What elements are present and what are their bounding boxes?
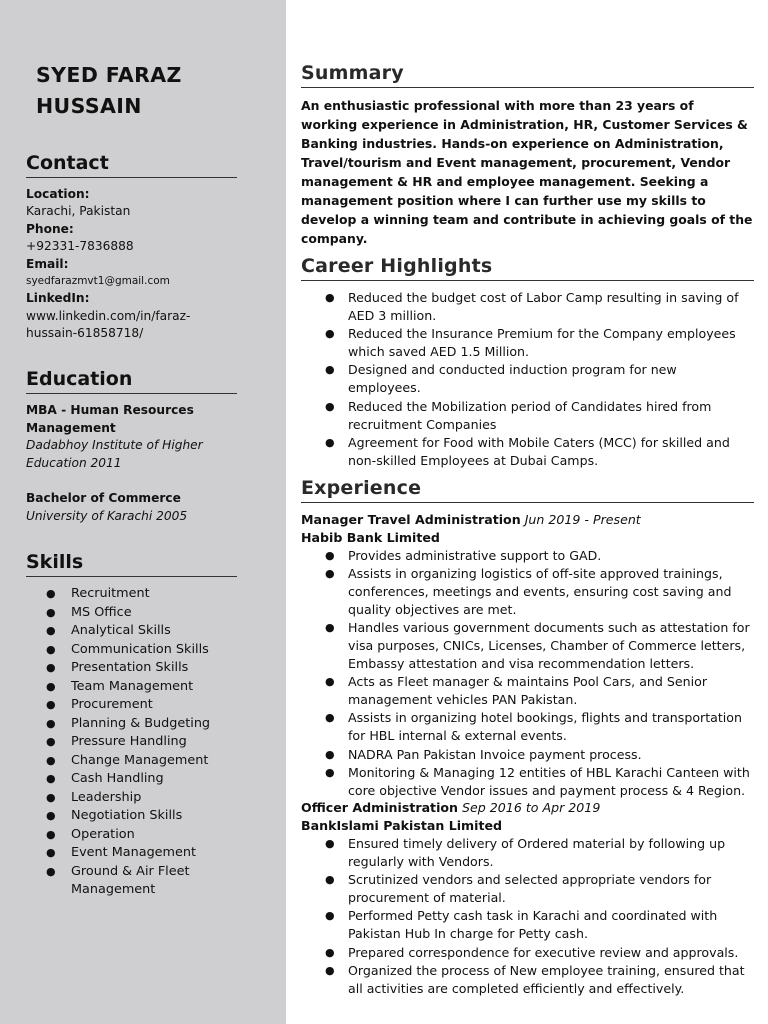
job-2-title: Officer Administration [301, 800, 459, 815]
career-highlights-heading: Career Highlights [301, 254, 754, 281]
bullet-icon: ● [46, 809, 56, 822]
institute-1-line-2: Education 2011 [26, 455, 122, 470]
phone-label: Phone: [26, 221, 74, 236]
bullet-icon: ● [46, 679, 56, 693]
list-item: ● Organized the process of New employee training, ensured that all activities are completed efficiently and effectively. [325, 962, 745, 996]
list-item: ● Designed and conducted induction program for new employees. [325, 362, 677, 396]
skill-item: ● Leadership [46, 789, 266, 808]
bullet-icon: ● [46, 642, 56, 656]
bullet-icon: ● [46, 605, 56, 619]
skill-item: ● Change Management [46, 752, 266, 771]
bullet-icon: ● [46, 587, 56, 600]
list-item: ● Handles various government documents such as attestation for visa purposes, CNICs, Licenses, Chamber of Commerce letters, Embassy attestation and visa recommendation letters. [325, 619, 750, 672]
location-value: Karachi, Pakistan [26, 204, 131, 219]
bullet-icon: ● [325, 435, 335, 449]
list-item: ● Performed Petty cash task in Karachi and coordinated with Pakistan Hub In charge for Petty cash. [325, 908, 718, 942]
career-highlights-list [301, 289, 753, 470]
skill-item: ● Recruitment [46, 585, 266, 604]
bullet-icon: ● [325, 873, 335, 887]
experience-heading: Experience [301, 476, 754, 503]
skill-item: ● Team Management [46, 678, 266, 697]
bullet-icon: ● [46, 716, 56, 730]
job-1-company: Habib Bank Limited [301, 529, 440, 545]
bullet-icon: ● [325, 945, 335, 959]
skill-item: ● Communication Skills [46, 641, 266, 660]
bullet-icon: ● [325, 765, 335, 779]
skills-list [46, 585, 266, 900]
institute-1-line-1: Dadabhoy Institute of Higher [26, 438, 203, 453]
bullet-icon: ● [325, 291, 335, 304]
bullet-icon: ● [46, 753, 56, 767]
linkedin-url-line-2[interactable]: hussain-61858718/ [26, 326, 144, 341]
bullet-icon: ● [46, 864, 56, 878]
location-label: Location: [26, 187, 90, 201]
education-block [26, 402, 266, 525]
skill-item: ● MS Office [46, 604, 266, 623]
list-item: ● Reduced the budget cost of Labor Camp resulting in saving of AED 3 million. [325, 290, 739, 324]
skill-item: ● Presentation Skills [46, 659, 266, 678]
bullet-icon: ● [325, 566, 335, 580]
bullet-icon: ● [325, 909, 335, 923]
name-line-1: SYED FARAZ [36, 63, 182, 87]
skill-item: ● Event Management [46, 844, 266, 863]
bullet-icon: ● [46, 827, 56, 841]
list-item: ● Prepared correspondence for executive review and approvals. [301, 944, 753, 962]
list-item: ● Scrutinized vendors and selected appropriate vendors for procurement of material. [325, 872, 712, 906]
list-item: ● Monitoring & Managing 12 entities of HBL Karachi Canteen with core objective Vendor issues and payment process & 4 Region. [325, 764, 750, 798]
bullet-icon: ● [46, 790, 56, 804]
education-heading: Education [26, 367, 237, 394]
list-item: ● Provides administrative support to GAD. [301, 547, 753, 565]
list-item: ● Agreement for Food with Mobile Caters (MCC) for skilled and non-skilled Employees at Dubai Camps. [325, 434, 730, 468]
skill-item: ● Procurement [46, 696, 266, 715]
bullet-icon: ● [325, 399, 335, 413]
degree-1-line-2: Management [26, 420, 116, 435]
bullet-icon: ● [325, 711, 335, 725]
bullet-icon: ● [46, 661, 56, 674]
list-item: ● Assists in organizing hotel bookings, flights and transportation for HBL internal & external events. [325, 710, 742, 744]
list-item: ● Assists in organizing logistics of off-site approved trainings, conferences, meetings and events, ensuring cost saving and quality objectives are met. [325, 565, 732, 617]
bullet-icon: ● [325, 837, 335, 850]
bullet-icon: ● [325, 963, 335, 977]
phone-value: +92331-7836888 [26, 239, 134, 254]
skill-item: ● Planning & Budgeting [46, 715, 266, 734]
list-item: ● NADRA Pan Pakistan Invoice payment process. [301, 746, 753, 764]
list-item: ● Reduced the Mobilization period of Candidates hired from recruitment Companies [325, 398, 712, 432]
degree-1-line-1: MBA - Human Resources [26, 403, 194, 417]
bullet-icon: ● [46, 846, 56, 859]
sidebar [0, 0, 286, 1024]
job-2-title-line [301, 799, 753, 817]
list-item: ● Ensured timely delivery of Ordered material by following up regularly with Vendors. [325, 836, 726, 870]
bullet-icon: ● [46, 698, 56, 711]
summary-heading: Summary [301, 61, 754, 88]
main-content [286, 0, 768, 1024]
education-spacer [26, 472, 266, 490]
linkedin-url-line-1[interactable]: www.linkedin.com/in/faraz- [26, 308, 191, 323]
email-label: Email: [26, 256, 69, 271]
linkedin-label: LinkedIn: [26, 291, 90, 306]
bullet-icon: ● [325, 747, 335, 761]
job-1-title: Manager Travel Administration [301, 512, 521, 527]
bullet-icon: ● [325, 327, 335, 341]
job-2-company: BankIslami Pakistan Limited [301, 818, 503, 833]
job-1-title-line [301, 511, 753, 529]
bullet-icon: ● [325, 548, 335, 562]
skill-item: ● Operation [46, 826, 266, 845]
job-1-dates: Jun 2019 - Present [524, 512, 641, 527]
job-2-duties-list [301, 835, 753, 998]
bullet-icon: ● [46, 735, 56, 748]
skill-item: ● Negotiation Skills [46, 807, 266, 826]
list-item: ● Reduced the Insurance Premium for the Company employees which saved AED 1.5 Million. [325, 326, 736, 360]
name-line-2: HUSSAIN [36, 94, 142, 118]
job-1-duties-list [301, 547, 753, 800]
bullet-icon: ● [325, 620, 335, 634]
skill-item: ● Ground & Air Fleet Management [46, 863, 190, 897]
bullet-icon: ● [325, 675, 335, 689]
contact-heading: Contact [26, 151, 237, 178]
email-value[interactable]: syedfarazmvt1@gmail.com [26, 274, 170, 287]
skill-item: ● Pressure Handling [46, 733, 266, 752]
bullet-icon: ● [325, 363, 335, 377]
list-item: ● Acts as Fleet manager & maintains Pool Cars, and Senior management vehicles PAN Pakistan. [325, 674, 707, 708]
skills-heading: Skills [26, 550, 237, 577]
job-2-dates: Sep 2016 to Apr 2019 [462, 800, 601, 815]
bullet-icon: ● [46, 772, 56, 785]
summary-text: An enthusiastic professional with more than 23 years of working experience in Administration, HR, Customer Services & Banking industries. Hands-on experience on Administration, Travel/tourism and Event management, procurement, Vendor management & HR and employee management. Seeking a management position where I can further use my skills to develop a winning team and contribute in achieving goals of the company. [301, 98, 753, 246]
contact-block [26, 186, 266, 343]
skill-item: ● Cash Handling [46, 770, 266, 789]
bullet-icon: ● [46, 624, 56, 637]
candidate-name [36, 60, 266, 122]
institute-2: University of Karachi 2005 [26, 508, 188, 523]
degree-2: Bachelor of Commerce [26, 490, 181, 505]
skill-item: ● Analytical Skills [46, 622, 266, 641]
